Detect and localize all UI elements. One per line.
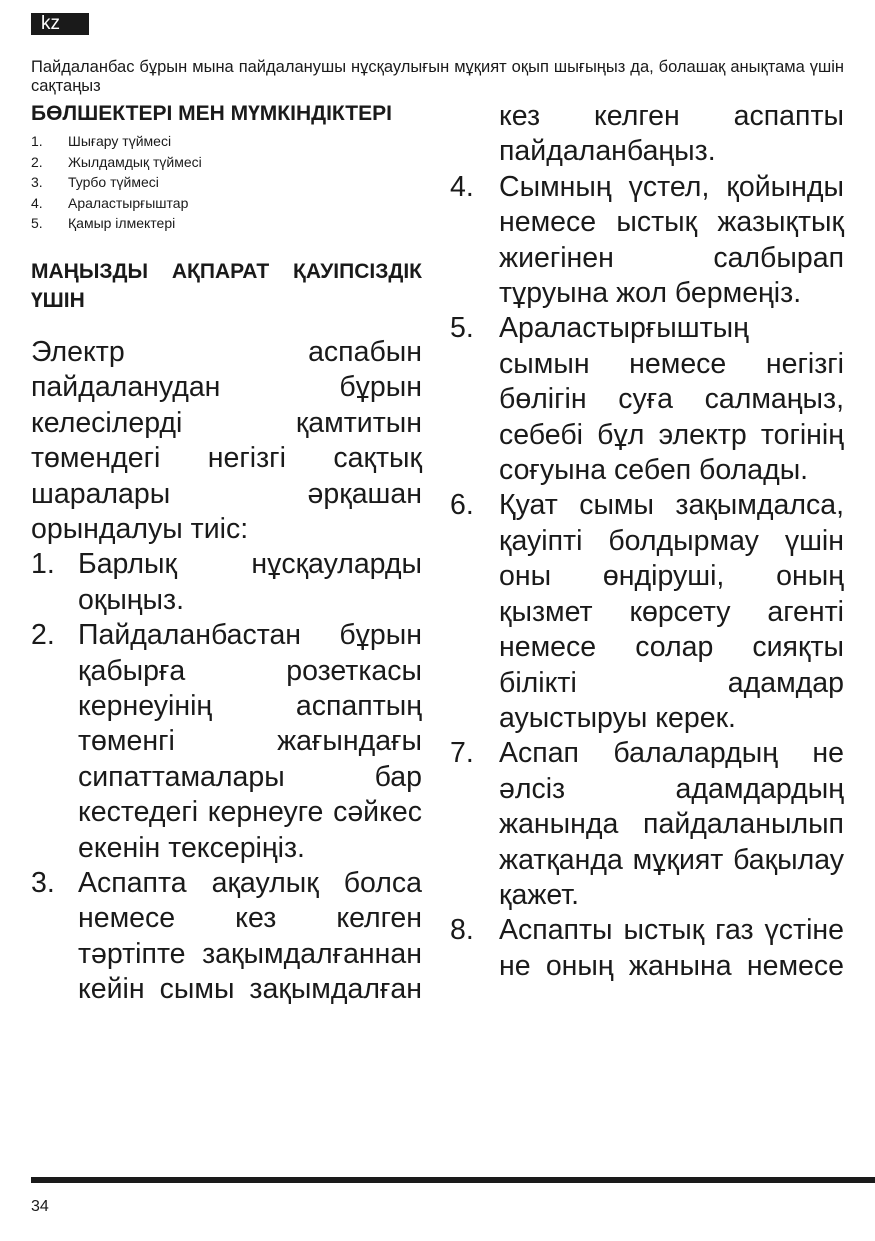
safety-step: [31, 618, 422, 866]
part-number: 3.: [31, 174, 43, 191]
parts-list-item: [31, 152, 422, 173]
safety-step: [450, 488, 844, 736]
part-label: Шығару түймесі: [68, 133, 172, 149]
safety-steps-left: [31, 547, 422, 1007]
safety-step-continued: [450, 99, 844, 170]
step-number: 5.: [450, 312, 474, 345]
footer-rule: [31, 1177, 875, 1183]
left-column: [31, 99, 422, 1008]
language-tag: kz: [31, 13, 89, 35]
step-text: Барлық нұсқауларды оқыңыз.: [78, 548, 422, 616]
part-label: Қамыр ілмектері: [68, 215, 176, 232]
part-number: 1.: [31, 133, 43, 149]
step-number: 6.: [450, 489, 474, 522]
safety-steps-right: [450, 99, 844, 984]
safety-step: [31, 866, 422, 1008]
safety-step: [31, 547, 422, 618]
part-number: 5.: [31, 215, 43, 232]
safety-step: [450, 311, 844, 488]
parts-list-item: [31, 213, 422, 234]
safety-step: [450, 170, 844, 312]
safety-section-title: МАҢЫЗДЫ АҚПАРАТ ҚАУІПСІЗДІК ҮШІН: [31, 259, 422, 312]
part-label: Жылдамдық түймесі: [68, 153, 202, 170]
step-number: 3.: [31, 867, 55, 900]
part-label: Араластырғыштар: [68, 194, 189, 211]
safety-step: [450, 913, 844, 984]
step-text: Аспапта ақаулық болса немесе кез келген тәртіпте зақымдалғаннан кейін сымы зақымдалған: [78, 867, 422, 1006]
step-number: 8.: [450, 914, 474, 947]
parts-list: [31, 131, 422, 234]
parts-list-item: [31, 131, 422, 152]
step-text: Сымның үстел, қойынды немесе ыстық жазықтық жиегінен салбырап тұруына жол бермеңіз.: [499, 170, 844, 310]
step-number: [450, 99, 499, 170]
step-number: 4.: [450, 170, 474, 203]
parts-section-title: БӨЛШЕКТЕРІ МЕН МҮМКІНДІКТЕРІ: [31, 102, 392, 125]
parts-list-item: [31, 172, 422, 193]
step-text: кез келген аспапты пайдаланбаңыз.: [499, 100, 844, 168]
page-number: 34: [31, 1198, 49, 1215]
part-number: 4.: [31, 194, 43, 211]
step-text: Аспапты ыстық газ үстіне не оның жанына немесе: [499, 914, 844, 982]
step-text: Аспап балалардың не әлсіз адамдардың жанында пайдаланылып жатқанда мұқият бақылау қажет.: [499, 737, 844, 911]
part-number: 2.: [31, 153, 43, 170]
safety-step: [450, 736, 844, 913]
step-number: 2.: [31, 619, 55, 652]
step-text: Пайдаланбастан бұрын қабырға розеткасы кернеуінің аспаптың төменгі жағындағы сипаттамалары бар кестедегі кернеуге сәйкес екенін тексеріңіз.: [78, 619, 422, 864]
step-number: 1.: [31, 548, 55, 581]
intro-text: Пайдаланбас бұрын мына пайдаланушы нұсқаулығын мұқият оқып шығыңыз да, болашақ анықтама үшін сақтаңыз: [31, 58, 844, 95]
safety-lead-paragraph: Электр аспабын пайдаланудан бұрын келесілерді қамтитын төмендегі негізгі сақтық шаралары әрқашан орындалуы тиіс:: [31, 335, 422, 545]
step-number: 7.: [450, 737, 474, 770]
part-label: Турбо түймесі: [68, 174, 159, 191]
right-column: [450, 99, 844, 984]
step-text: Қуат сымы зақымдалса, қауіпті болдырмау үшін оны өндіруші, оның қызмет көрсету агенті немесе солар сияқты білікті адамдар ауыстыруы керек.: [499, 489, 844, 734]
parts-list-item: [31, 193, 422, 214]
step-text: Араластырғыштың сымын немесе негізгі бөлігін суға салмаңыз, себебі бұл электр тогінің соғуына себеп болады.: [499, 312, 844, 487]
